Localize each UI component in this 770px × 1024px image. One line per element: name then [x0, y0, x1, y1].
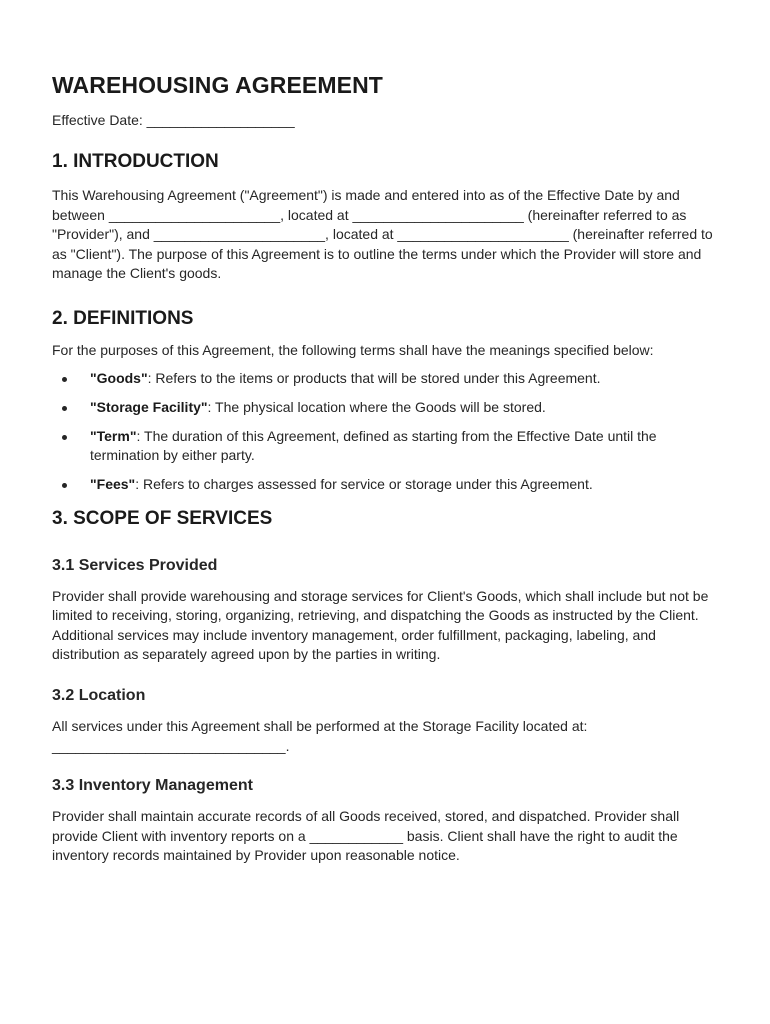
- inventory-management-paragraph: Provider shall maintain accurate records of all Goods received, stored, and dispatched. Provider shall provide Client with inventory reports on a ____________ basis. Client shall have the right to audit the inventory records maintained by Provider upon reasonable notice.: [52, 808, 680, 864]
- bullet-icon: [62, 377, 67, 382]
- definition-term: "Storage Facility": [90, 398, 208, 415]
- definition-term: "Goods": [90, 369, 148, 386]
- services-provided-heading: 3.1 Services Provided: [52, 556, 218, 574]
- bullet-icon: [62, 406, 67, 411]
- definitions-heading: 2. DEFINITIONS: [52, 307, 194, 329]
- definition-item-storage-facility: [52, 398, 724, 418]
- scope-heading: 3. SCOPE OF SERVICES: [52, 507, 273, 529]
- definition-text: : Refers to the items or products that will be stored under this Agreement.: [147, 369, 601, 386]
- definition-text: : Refers to charges assessed for service or storage under this Agreement.: [135, 476, 593, 493]
- bullet-icon: [62, 435, 67, 440]
- introduction-paragraph: This Warehousing Agreement ("Agreement") is made and entered into as of the Effective Date by and between ______________________, located at ______________________ (hereinafter referred to as "Provider"), and ______________________, located at ______________________ (hereinafter referred to as "Client"). The purpose of this Agreement is to outline the terms under which the Provider will store and manage the Client's goods.: [52, 187, 713, 282]
- inventory-management-heading: 3.3 Inventory Management: [52, 777, 253, 795]
- definition-text: : The physical location where the Goods will be stored.: [207, 398, 546, 415]
- definition-term: "Term": [90, 427, 137, 444]
- location-paragraph: All services under this Agreement shall be performed at the Storage Facility located at: ______________________________.: [52, 718, 588, 754]
- definition-item-goods: [52, 369, 724, 389]
- definitions-intro: For the purposes of this Agreement, the following terms shall have the meanings specified below:: [52, 341, 654, 358]
- introduction-heading: 1. INTRODUCTION: [52, 151, 219, 172]
- location-heading: 3.2 Location: [52, 687, 146, 705]
- definition-text: : The duration of this Agreement, defined as starting from the Effective Date until the termination by either party.: [90, 427, 657, 464]
- definition-term: "Fees": [90, 476, 136, 493]
- bullet-icon: [62, 483, 67, 488]
- definitions-list: [52, 369, 724, 495]
- definition-item-fees: [52, 475, 724, 495]
- effective-date-line: Effective Date: ___________________: [52, 112, 295, 128]
- document-body: [52, 70, 724, 866]
- services-provided-paragraph: Provider shall provide warehousing and storage services for Client's Goods, which shall include but not be limited to receiving, storing, organizing, retrieving, and dispatching the Goods as instructed by the Client. Additional services may include inventory management, order fulfillment, packaging, labeling, and distribution as separately agreed upon by the parties in writing.: [52, 587, 709, 663]
- definition-item-term: [52, 427, 724, 466]
- document-title: WAREHOUSING AGREEMENT: [52, 72, 383, 98]
